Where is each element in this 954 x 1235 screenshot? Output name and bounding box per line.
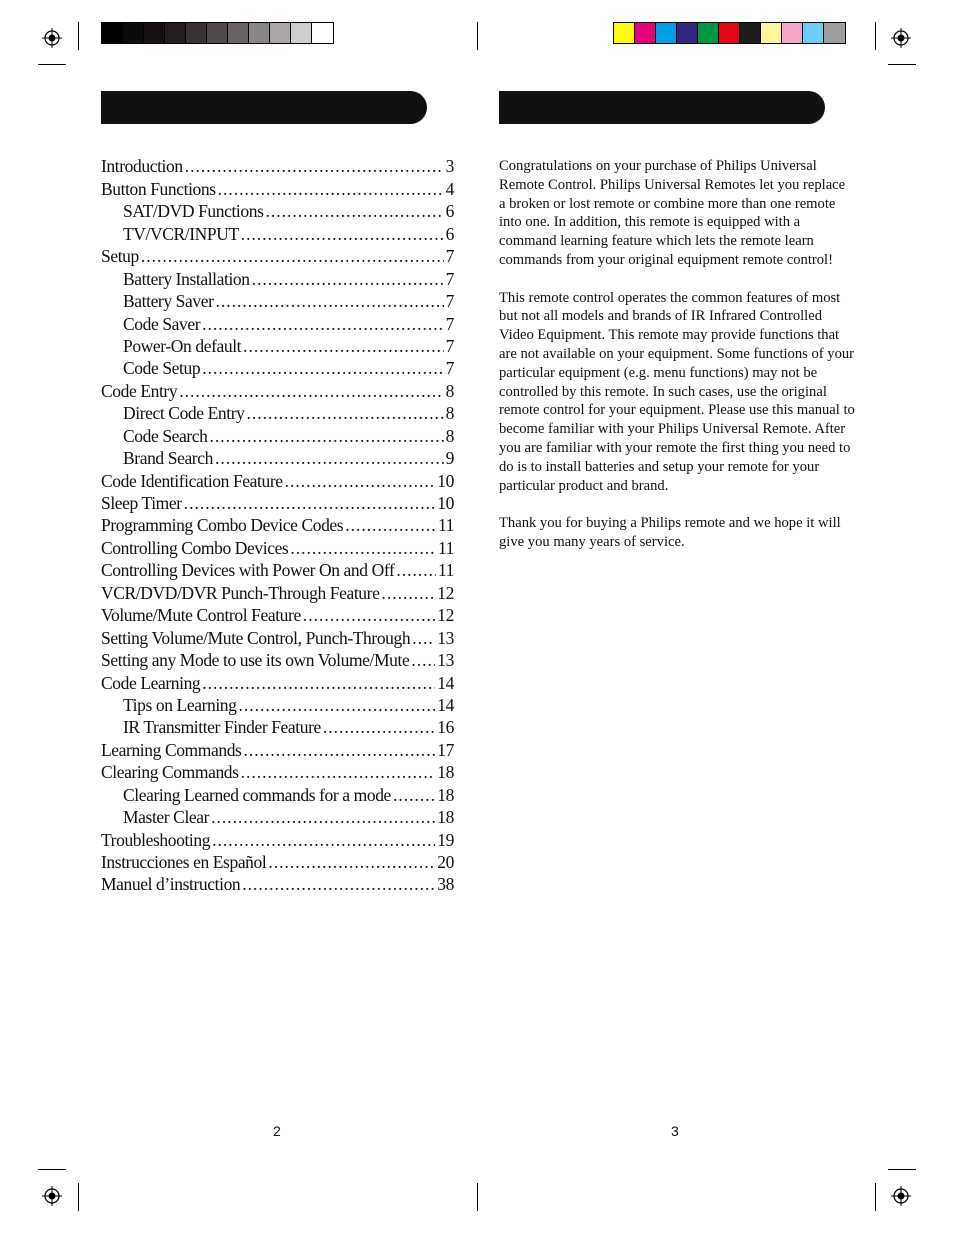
toc-entry-title: Clearing Commands [101, 762, 239, 783]
toc-entry-title: Setting any Mode to use its own Volume/Mute [101, 650, 410, 671]
color-swatch [123, 23, 144, 43]
toc-entry-title: Setup [101, 246, 139, 267]
color-swatch [719, 23, 740, 43]
toc-entry-page: 7 [445, 335, 454, 356]
toc-leader-dots [241, 761, 436, 783]
toc-entry-page: 14 [437, 694, 454, 715]
toc-entry-page: 18 [437, 784, 454, 805]
toc-entry [101, 424, 454, 446]
crop-mark [477, 1183, 478, 1211]
toc-entry-page: 13 [437, 650, 454, 671]
toc-leader-dots [239, 694, 436, 716]
color-swatch [144, 23, 165, 43]
toc-entry-page: 11 [437, 515, 454, 536]
toc-entry [101, 335, 454, 357]
toc-entry-title: Setting Volume/Mute Control, Punch-Through [101, 627, 411, 648]
page-number-right: 3 [671, 1123, 679, 1139]
toc-entry-title: Programming Combo Device Codes [101, 515, 344, 536]
toc-entry-title: Manuel d’instruction [101, 874, 241, 895]
toc-entry-title: Code Setup [123, 358, 201, 379]
color-swatch [635, 23, 656, 43]
grayscale-swatch-bar [101, 22, 334, 44]
crop-mark [38, 64, 66, 65]
color-swatch [614, 23, 635, 43]
toc-leader-dots [141, 245, 444, 267]
toc-entry [101, 649, 454, 671]
color-swatch [803, 23, 824, 43]
toc-entry [101, 312, 454, 334]
toc-entry-page: 16 [437, 717, 454, 738]
toc-entry-page: 3 [445, 156, 454, 177]
color-swatch [824, 23, 845, 43]
toc-leader-dots [215, 447, 444, 469]
toc-entry [101, 447, 454, 469]
color-swatch [186, 23, 207, 43]
toc-entry-page: 6 [445, 201, 454, 222]
toc-leader-dots [323, 716, 435, 738]
toc-entry-page: 10 [437, 470, 454, 491]
registration-mark-bottom-right [891, 1186, 911, 1206]
color-swatch [656, 23, 677, 43]
toc-leader-dots [247, 402, 444, 424]
toc-entry [101, 222, 454, 244]
crop-mark [875, 1183, 876, 1211]
color-swatch-bar [613, 22, 846, 44]
toc-entry-page: 17 [437, 739, 454, 760]
toc-leader-dots [381, 582, 435, 604]
toc-entry-page: 11 [437, 560, 454, 581]
color-swatch [698, 23, 719, 43]
left-header-bar [101, 91, 427, 124]
color-swatch [761, 23, 782, 43]
toc-entry-page: 7 [445, 358, 454, 379]
crop-mark [875, 22, 876, 50]
toc-entry-page: 7 [445, 291, 454, 312]
toc-entry-page: 7 [445, 246, 454, 267]
crop-mark [888, 64, 916, 65]
toc-entry-title: Code Learning [101, 672, 201, 693]
toc-leader-dots [243, 335, 443, 357]
toc-leader-dots [290, 537, 436, 559]
toc-entry-title: Code Identification Feature [101, 470, 283, 491]
toc-entry-page: 7 [445, 313, 454, 334]
toc-leader-dots [266, 200, 444, 222]
toc-leader-dots [216, 290, 444, 312]
toc-entry-title: Volume/Mute Control Feature [101, 605, 301, 626]
toc-entry [101, 357, 454, 379]
toc-entry-title: IR Transmitter Finder Feature [123, 717, 321, 738]
color-swatch [677, 23, 698, 43]
toc-leader-dots [242, 873, 435, 895]
toc-entry [101, 559, 454, 581]
toc-leader-dots [218, 178, 444, 200]
toc-entry-title: SAT/DVD Functions [123, 201, 264, 222]
toc-entry-page: 19 [437, 829, 454, 850]
toc-entry-title: Controlling Combo Devices [101, 537, 289, 558]
toc-entry-title: VCR/DVD/DVR Punch-Through Feature [101, 582, 380, 603]
toc-entry [101, 379, 454, 401]
toc-entry-page: 18 [437, 762, 454, 783]
toc-leader-dots [241, 223, 444, 245]
toc-entry [101, 492, 454, 514]
toc-entry [101, 155, 454, 177]
color-swatch [270, 23, 291, 43]
right-header-bar [499, 91, 825, 124]
toc-entry-title: Battery Saver [123, 291, 214, 312]
toc-leader-dots [393, 784, 435, 806]
toc-entry-title: Power-On default [123, 335, 242, 356]
toc-leader-dots [184, 492, 436, 514]
toc-leader-dots [211, 806, 435, 828]
toc-entry-page: 12 [437, 605, 454, 626]
toc-leader-dots [179, 380, 443, 402]
toc-entry [101, 402, 454, 424]
toc-entry [101, 626, 454, 648]
registration-mark-top-left [42, 28, 62, 48]
toc-entry-title: TV/VCR/INPUT [123, 223, 239, 244]
toc-entry-title: Introduction [101, 156, 183, 177]
toc-entry-title: Button Functions [101, 178, 216, 199]
toc-entry [101, 783, 454, 805]
toc-entry-title: Instrucciones en Español [101, 852, 267, 872]
color-swatch [249, 23, 270, 43]
toc-entry [101, 716, 454, 738]
toc-entry-title: Sleep Timer [101, 493, 182, 513]
toc-entry [101, 469, 454, 491]
toc-entry [101, 738, 454, 760]
toc-entry-page: 12 [437, 582, 454, 603]
toc-entry-title: Master Clear [123, 807, 210, 828]
introduction-text [499, 157, 855, 571]
toc-leader-dots [210, 425, 444, 447]
toc-entry-title: Code Saver [123, 313, 201, 334]
toc-leader-dots [411, 649, 435, 671]
toc-leader-dots [202, 357, 443, 379]
color-swatch [228, 23, 249, 43]
page-number-left: 2 [273, 1123, 281, 1139]
toc-entry-page: 10 [437, 493, 454, 513]
toc-entry-page: 14 [437, 672, 454, 693]
toc-entry-page: 8 [445, 425, 454, 446]
toc-entry-page: 11 [437, 537, 454, 558]
toc-entry [101, 761, 454, 783]
toc-entry [101, 806, 454, 828]
toc-entry-page: 13 [437, 627, 454, 648]
toc-leader-dots [412, 627, 435, 649]
intro-paragraph: Congratulations on your purchase of Philips Universal Remote Control. Philips Universal Remotes let you replace a broken or lost remote or combine more than one remote into one. In addition, this remote is equipped with a command learning feature which lets the remote learn commands from your original equipment remote control! [499, 158, 846, 268]
toc-entry-title: Controlling Devices with Power On and Off [101, 560, 395, 581]
crop-mark [477, 22, 478, 50]
toc-entry [101, 536, 454, 558]
toc-leader-dots [345, 514, 436, 536]
toc-entry-title: Clearing Learned commands for a mode [123, 784, 391, 805]
toc-entry-page: 4 [445, 178, 454, 199]
toc-entry [101, 694, 454, 716]
color-swatch [291, 23, 312, 43]
toc-leader-dots [243, 739, 435, 761]
toc-leader-dots [252, 268, 444, 290]
toc-entry [101, 851, 454, 873]
toc-entry-page: 20 [437, 852, 454, 872]
toc-entry-page: 7 [445, 268, 454, 289]
toc-leader-dots [396, 559, 436, 581]
color-swatch [102, 23, 123, 43]
toc-entry [101, 177, 454, 199]
crop-mark [38, 1169, 66, 1170]
toc-entry-title: Direct Code Entry [123, 403, 245, 424]
toc-entry [101, 671, 454, 693]
toc-entry [101, 828, 454, 850]
crop-mark [888, 1169, 916, 1170]
color-swatch [165, 23, 186, 43]
toc-entry-page: 6 [445, 223, 454, 244]
crop-mark [78, 22, 79, 50]
toc-entry-title: Code Search [123, 425, 208, 446]
color-swatch [740, 23, 761, 43]
color-swatch [312, 23, 333, 43]
registration-mark-bottom-left [42, 1186, 62, 1206]
toc-entry-title: Troubleshooting [101, 829, 211, 850]
toc-entry [101, 514, 454, 536]
toc-entry-title: Learning Commands [101, 739, 242, 760]
toc-leader-dots [212, 829, 435, 851]
toc-entry-title: Tips on Learning [123, 694, 237, 715]
toc-leader-dots [185, 155, 444, 177]
color-swatch [207, 23, 228, 43]
toc-entry [101, 245, 454, 267]
toc-entry-page: 18 [437, 807, 454, 828]
toc-entry-page: 8 [445, 403, 454, 424]
toc-entry-title: Battery Installation [123, 268, 250, 289]
toc-entry [101, 604, 454, 626]
color-swatch [782, 23, 803, 43]
toc-leader-dots [268, 851, 435, 873]
toc-entry-page: 8 [445, 380, 454, 401]
toc-leader-dots [202, 313, 443, 335]
toc-entry-title: Code Entry [101, 380, 178, 401]
toc-entry [101, 267, 454, 289]
toc-entry [101, 200, 454, 222]
intro-paragraph: This remote control operates the common features of most but not all models and brands of IR Infrared Controlled Video Equipment. This remote may provide functions that are not available on your equipment. Some functions of your particular equipment (e.g. menu functions) may not be controlled by this remote. In such cases, use the original remote control for your equipment. Please use this manual to become familiar with your Philips Universal Remote. After you are familiar with your remote the first thing you need to do is to install batteries and setup your remote for your particular product and brand. [499, 289, 855, 494]
toc-leader-dots [303, 604, 435, 626]
toc-entry-page: 38 [437, 874, 454, 895]
toc-entry-page: 9 [445, 448, 454, 469]
toc-entry-title: Brand Search [123, 448, 213, 469]
registration-mark-top-right [891, 28, 911, 48]
crop-mark [78, 1183, 79, 1211]
intro-paragraph: Thank you for buying a Philips remote and we hope it will give you many years of service. [499, 515, 841, 550]
toc-entry [101, 581, 454, 603]
toc-leader-dots [202, 672, 435, 694]
toc-leader-dots [285, 470, 436, 492]
table-of-contents [101, 155, 454, 895]
toc-entry [101, 290, 454, 312]
toc-entry [101, 873, 454, 895]
